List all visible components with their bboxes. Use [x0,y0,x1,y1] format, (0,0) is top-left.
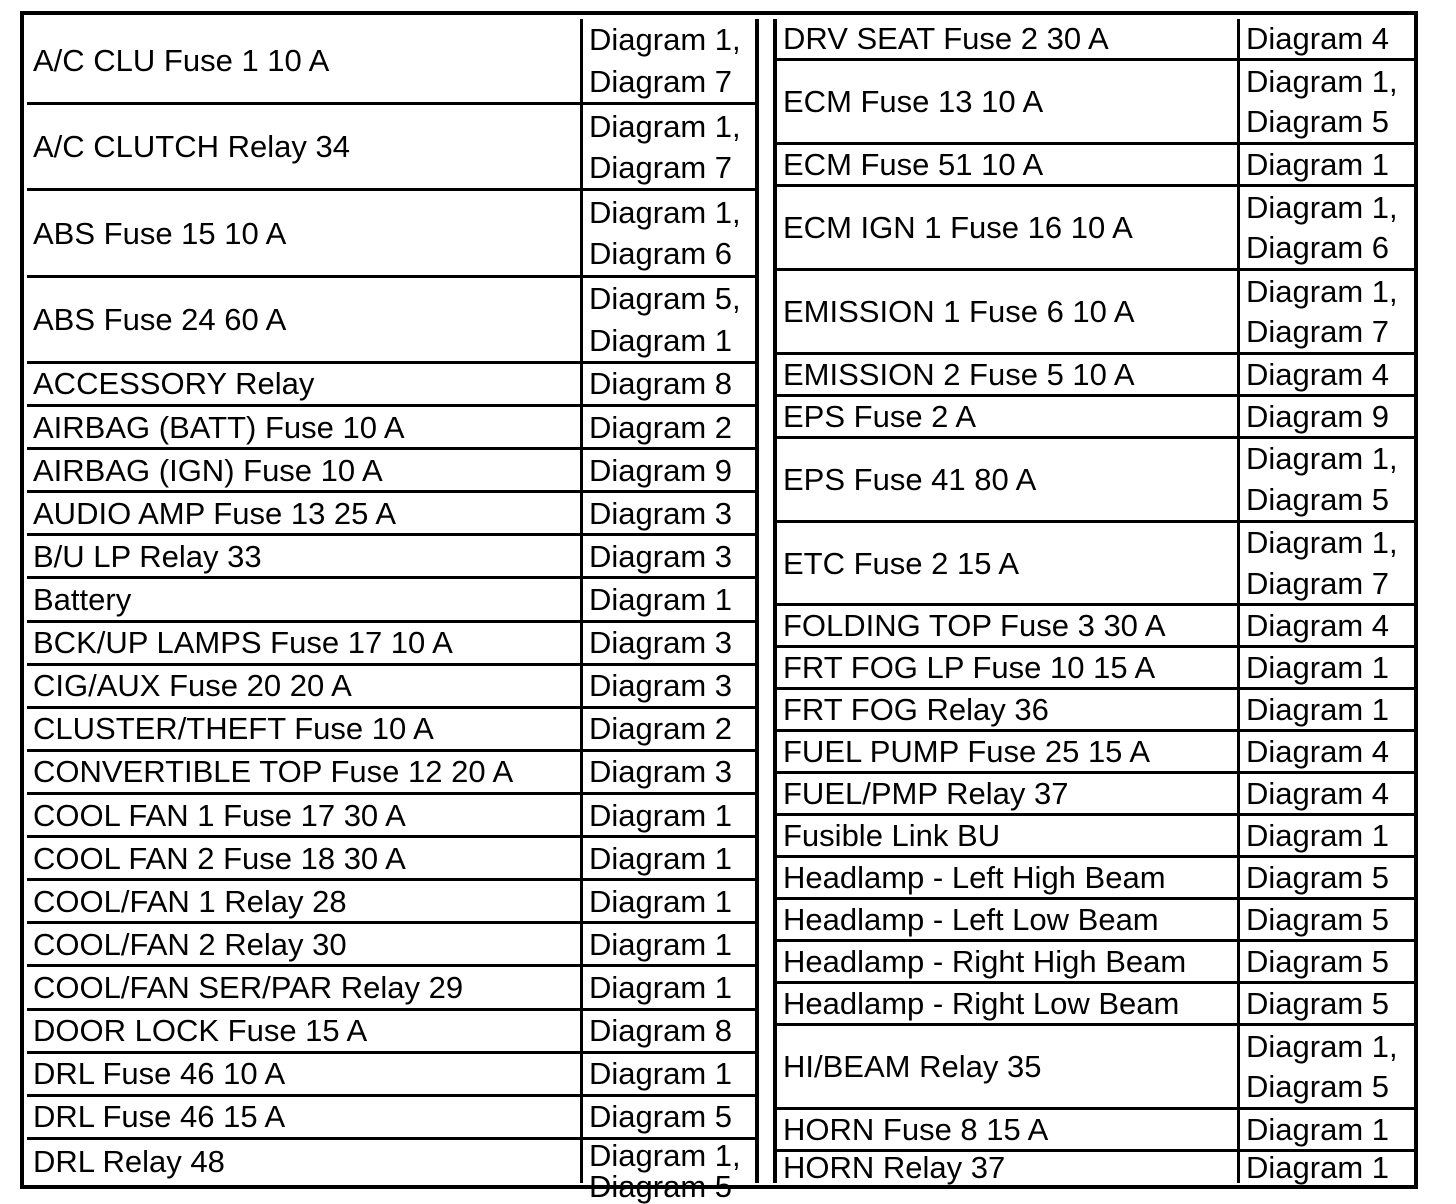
diagram-reference: Diagram 3 [589,668,732,704]
diagram-reference-cell [1240,942,1414,984]
diagram-reference: Diagram 5 [1246,481,1389,517]
component-name-cell: COOL/FAN 1 Relay 28 [27,881,583,924]
component-name-cell: ECM Fuse 13 10 A [777,61,1240,145]
diagram-reference: Diagram 7 [589,150,732,186]
diagram-reference: Diagram 6 [589,236,732,272]
diagram-reference: Diagram 1 [589,969,732,1005]
diagram-reference: Diagram 1, [1246,1028,1398,1064]
diagram-reference: Diagram 1, [589,1137,741,1173]
component-name-cell: B/U LP Relay 33 [27,536,583,579]
diagram-reference-cell [1240,1149,1414,1185]
component-name-cell: COOL/FAN 2 Relay 30 [27,924,583,967]
diagram-reference-cell [1240,145,1414,187]
component-name-cell: EMISSION 2 Fuse 5 10 A [777,355,1240,397]
diagram-reference-cell [583,450,755,493]
diagram-reference: Diagram 1, [1246,441,1398,477]
diagram-reference: Diagram 1 [589,797,732,833]
diagram-reference: Diagram 1 [589,883,732,919]
diagram-reference: Diagram 1, [1246,189,1398,225]
diagram-reference: Diagram 5 [1246,860,1389,896]
component-name-cell: Fusible Link BU [777,816,1240,858]
component-name-cell: ECM IGN 1 Fuse 16 10 A [777,187,1240,271]
diagram-reference-cell [1240,816,1414,858]
diagram-reference: Diagram 2 [589,409,732,445]
component-name-cell: Headlamp - Left High Beam [777,858,1240,900]
diagram-reference-cell [1240,1110,1414,1152]
component-name-cell: CLUSTER/THEFT Fuse 10 A [27,709,583,752]
diagram-reference: Diagram 5 [1246,902,1389,938]
component-name-cell: ABS Fuse 15 10 A [27,191,583,277]
component-name-cell: FRT FOG Relay 36 [777,690,1240,732]
component-name-cell: HI/BEAM Relay 35 [777,1026,1240,1110]
diagram-reference-cell [1240,984,1414,1026]
component-name-cell: ABS Fuse 24 60 A [27,278,583,364]
diagram-reference: Diagram 7 [589,63,732,99]
diagram-reference-cell [583,924,755,967]
component-name-cell: FUEL PUMP Fuse 25 15 A [777,732,1240,774]
diagram-reference-cell [1240,19,1414,61]
diagram-reference-cell [1240,858,1414,900]
component-name-cell: EPS Fuse 41 80 A [777,439,1240,523]
diagram-reference: Diagram 3 [589,625,732,661]
diagram-reference: Diagram 1, [1246,63,1398,99]
diagram-reference-cell [1240,187,1414,271]
component-name-cell: AIRBAG (BATT) Fuse 10 A [27,407,583,450]
diagram-reference-cell [583,278,755,364]
component-name-cell: DRV SEAT Fuse 2 30 A [777,19,1240,61]
diagram-reference: Diagram 4 [1246,734,1389,770]
component-name-cell: DRL Fuse 46 10 A [27,1054,583,1097]
diagram-reference: Diagram 1 [1246,650,1389,686]
diagram-reference-cell [583,493,755,536]
diagram-reference-cell [583,967,755,1010]
component-name-cell: FRT FOG LP Fuse 10 15 A [777,648,1240,690]
component-name-cell: CONVERTIBLE TOP Fuse 12 20 A [27,752,583,795]
diagram-reference-cell [583,838,755,881]
diagram-reference: Diagram 1 [1246,692,1389,728]
diagram-reference: Diagram 5 [1246,104,1389,140]
diagram-reference: Diagram 4 [1246,20,1389,56]
diagram-reference: Diagram 7 [1246,313,1389,349]
diagram-reference: Diagram 9 [1246,398,1389,434]
diagram-reference-cell [1240,732,1414,774]
diagram-reference-cell [1240,439,1414,523]
diagram-reference: Diagram 2 [589,711,732,747]
diagram-reference-cell [583,795,755,838]
component-name-cell: AIRBAG (IGN) Fuse 10 A [27,450,583,493]
component-name-cell: DRL Relay 48 [27,1140,583,1183]
diagram-reference: Diagram 1 [589,581,732,617]
component-name-cell: A/C CLU Fuse 1 10 A [27,19,583,105]
diagram-reference: Diagram 4 [1246,776,1389,812]
component-name-cell: EPS Fuse 2 A [777,397,1240,439]
component-name-cell: COOL/FAN SER/PAR Relay 29 [27,967,583,1010]
diagram-reference: Diagram 1, [1246,273,1398,309]
diagram-reference-cell [583,709,755,752]
diagram-reference: Diagram 1, [1246,525,1398,561]
component-name-cell: Headlamp - Right Low Beam [777,984,1240,1026]
diagram-reference: Diagram 1 [589,926,732,962]
diagram-reference: Diagram 5 [1246,1069,1389,1105]
component-name-cell: FUEL/PMP Relay 37 [777,774,1240,816]
diagram-reference-cell [583,407,755,450]
diagram-reference-cell [583,1011,755,1054]
diagram-reference-cell [583,881,755,924]
diagram-reference-cell [583,536,755,579]
right-column-table [773,19,1414,1183]
diagram-reference: Diagram 3 [589,538,732,574]
component-name-cell: AUDIO AMP Fuse 13 25 A [27,493,583,536]
diagram-reference-cell [1240,606,1414,648]
diagram-reference: Diagram 5, [589,280,741,316]
diagram-reference: Diagram 5 [1246,986,1389,1022]
component-name-cell: ETC Fuse 2 15 A [777,523,1240,607]
diagram-reference: Diagram 1, [589,108,741,144]
diagram-reference: Diagram 1 [1246,146,1389,182]
diagram-reference-cell [583,579,755,622]
diagram-reference-cell [1240,523,1414,607]
diagram-reference: Diagram 4 [1246,356,1389,392]
diagram-reference-cell [1240,900,1414,942]
diagram-reference: Diagram 8 [589,366,732,402]
diagram-reference-cell [1240,61,1414,145]
diagram-reference: Diagram 5 [589,1168,732,1204]
diagram-reference-cell [583,191,755,277]
diagram-reference-cell [1240,271,1414,355]
diagram-reference-cell [1240,397,1414,439]
diagram-reference: Diagram 5 [1246,944,1389,980]
diagram-reference: Diagram 7 [1246,565,1389,601]
diagram-reference: Diagram 1 [1246,1112,1389,1147]
diagram-reference-cell [1240,690,1414,732]
component-name-cell: HORN Relay 37 [777,1152,1240,1183]
diagram-reference-cell [583,1097,755,1140]
diagram-reference: Diagram 1 [589,840,732,876]
component-name-cell: Headlamp - Right High Beam [777,942,1240,984]
fuse-index-table [20,11,1418,1204]
diagram-reference-cell [583,1137,755,1204]
component-name-cell: CIG/AUX Fuse 20 20 A [27,666,583,709]
component-name-cell: COOL FAN 2 Fuse 18 30 A [27,838,583,881]
component-name-cell: Headlamp - Left Low Beam [777,900,1240,942]
diagram-reference: Diagram 3 [589,754,732,790]
diagram-reference-cell [1240,1026,1414,1110]
diagram-reference-cell [1240,648,1414,690]
diagram-reference-cell [583,105,755,191]
diagram-reference: Diagram 1, [589,22,741,58]
diagram-reference-cell [583,666,755,709]
diagram-reference: Diagram 9 [589,452,732,488]
component-name-cell: Battery [27,579,583,622]
component-name-cell: DRL Fuse 46 15 A [27,1097,583,1140]
diagram-reference-cell [583,1054,755,1097]
diagram-reference: Diagram 5 [589,1099,732,1135]
diagram-reference: Diagram 1, [589,194,741,230]
diagram-reference-cell [1240,774,1414,816]
diagram-reference: Diagram 6 [1246,230,1389,266]
component-name-cell: EMISSION 1 Fuse 6 10 A [777,271,1240,355]
diagram-reference-cell [583,752,755,795]
diagram-reference: Diagram 1 [589,322,732,358]
diagram-reference-cell [583,623,755,666]
component-name-cell: ECM Fuse 51 10 A [777,145,1240,187]
component-name-cell: HORN Fuse 8 15 A [777,1110,1240,1152]
component-name-cell: DOOR LOCK Fuse 15 A [27,1011,583,1054]
component-name-cell: ACCESSORY Relay [27,364,583,407]
diagram-reference-cell [583,19,755,105]
diagram-reference: Diagram 3 [589,495,732,531]
diagram-reference-cell [583,364,755,407]
component-name-cell: A/C CLUTCH Relay 34 [27,105,583,191]
diagram-reference: Diagram 1 [1246,818,1389,854]
diagram-reference: Diagram 1 [589,1056,732,1092]
diagram-reference: Diagram 4 [1246,608,1389,644]
diagram-reference: Diagram 1 [1246,1149,1389,1185]
component-name-cell: FOLDING TOP Fuse 3 30 A [777,606,1240,648]
left-column-table [27,19,759,1204]
component-name-cell: BCK/UP LAMPS Fuse 17 10 A [27,623,583,666]
diagram-reference-cell [1240,355,1414,397]
component-name-cell: COOL FAN 1 Fuse 17 30 A [27,795,583,838]
diagram-reference: Diagram 8 [589,1013,732,1049]
